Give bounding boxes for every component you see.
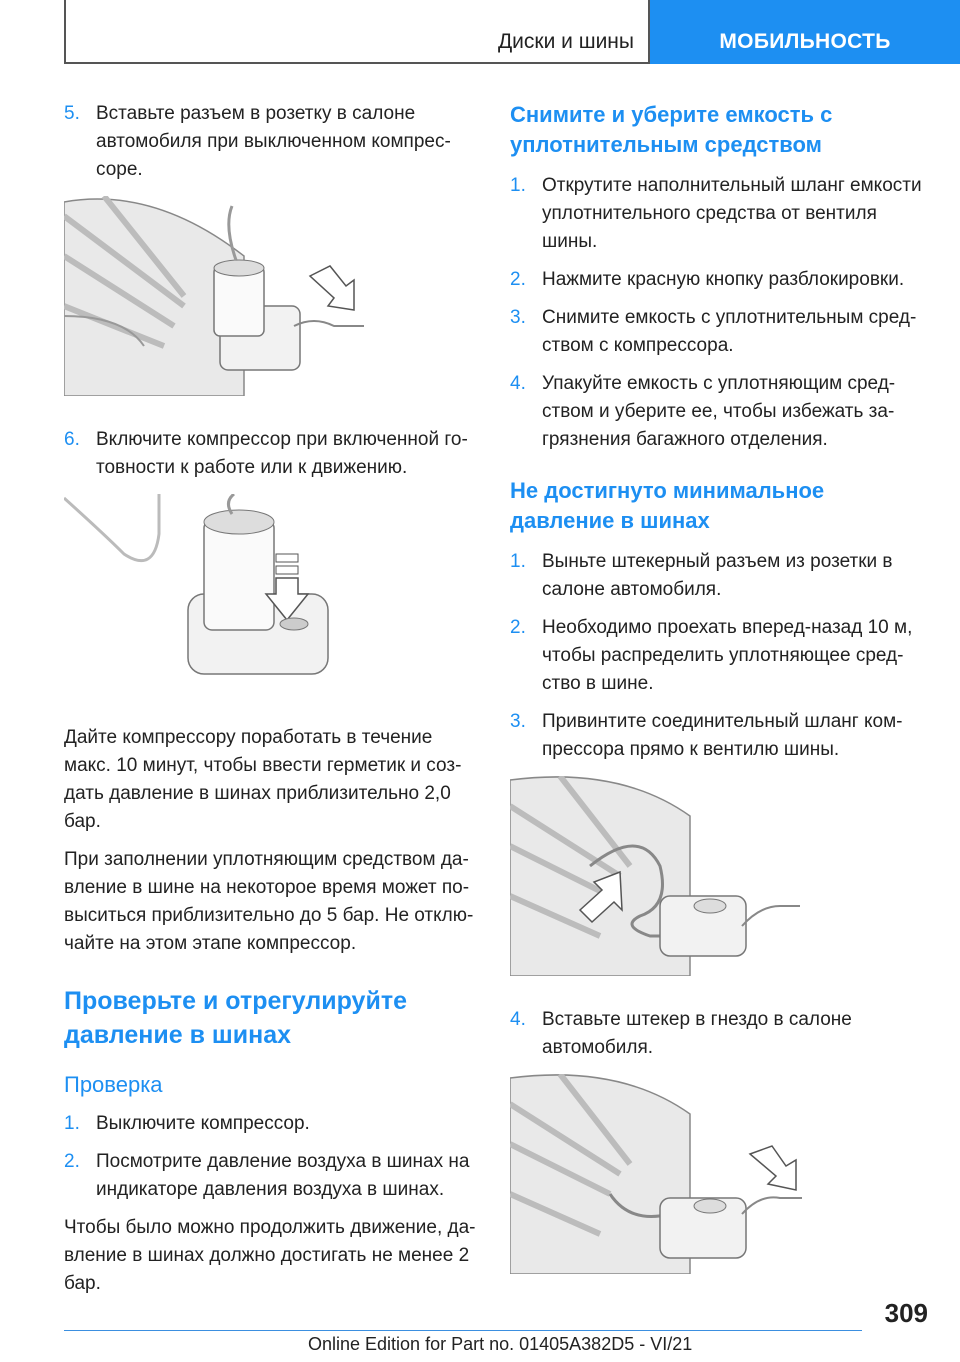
step-number: 4.: [510, 373, 526, 394]
heading-check-adjust: Проверьте и отрегулируйте давление в шинах: [64, 987, 407, 1049]
step-text: Выньте штекерный разъем из розетки в салоне автомобиля.: [542, 551, 893, 600]
page-number: 309: [884, 1298, 928, 1328]
step-number: 2.: [510, 269, 526, 290]
step-number: 2.: [510, 617, 526, 638]
step-text: Открутите наполнительный шланг емкости уплотнительного средства от вентиля шины.: [542, 175, 922, 252]
step-text: Вставьте разъем в розетку в салоне автомобиля при выключенном компрес-соре.: [96, 103, 451, 180]
step-text: Необходимо проехать вперед-назад 10 м, чтобы распределить уплотняющее сред-ство в шине.: [542, 617, 913, 694]
right-column: [510, 100, 926, 1304]
step-number: 1.: [510, 551, 526, 572]
paragraph-pressure-note: При заполнении уплотняющим средством да-вление в шине на некоторое время может по-выситься приблизительно до 5 бар. Не отклю-чайте на этом этапе компрессор.: [64, 849, 474, 954]
step-number: 3.: [510, 307, 526, 328]
paragraph-min-pressure: Чтобы было можно продолжить движение, да-вление в шинах должно достигать не менее 2 бар.: [64, 1217, 476, 1294]
min-step-4: [510, 1006, 926, 1062]
step-number: 5.: [64, 103, 80, 124]
step-text: Вставьте штекер в гнездо в салоне автомобиля.: [542, 1009, 852, 1058]
step-text: Упакуйте емкость с уплотняющим сред-ством и уберите ее, чтобы избежать за-грязнения багажного отделения.: [542, 373, 896, 450]
remove-step-4: [510, 370, 926, 454]
step-text: Нажмите красную кнопку разблокировки.: [542, 269, 905, 290]
step-text: Привинтите соединительный шланг ком-прессора прямо к вентилю шины.: [542, 711, 903, 760]
remove-step-3: [510, 304, 926, 360]
min-step-3: [510, 708, 926, 764]
footer-edition: Online Edition for Part no. 01405A382D5 - VI/21: [308, 1334, 693, 1354]
header-section-title: Диски и шины: [497, 30, 634, 53]
step-text: Посмотрите давление воздуха в шинах на индикаторе давления воздуха в шинах.: [96, 1151, 470, 1200]
step-number: 6.: [64, 429, 80, 450]
step-number: 4.: [510, 1009, 526, 1030]
figure-compressor-plugged: [64, 196, 364, 396]
check-step-2: [64, 1148, 480, 1204]
remove-step-1: [510, 172, 926, 256]
figure-hose-to-valve: [510, 776, 810, 976]
header-chapter-tab: МОБИЛЬНОСТЬ: [650, 0, 960, 64]
heading-min-pressure: Не достигнуто минимальное давление в шинах: [510, 478, 825, 533]
figure-plug-socket: [510, 1074, 810, 1274]
subheading-check: Проверка: [64, 1072, 163, 1097]
check-step-1: [64, 1110, 480, 1138]
min-step-2: [510, 614, 926, 698]
step-text: Включите компрессор при включенной го-товности к работе или к движению.: [96, 429, 468, 478]
step-number: 2.: [64, 1151, 80, 1172]
header-section-box: [64, 0, 650, 64]
step-number: 1.: [510, 175, 526, 196]
heading-remove-container: Снимите и уберите емкость с уплотнительным средством: [510, 102, 833, 157]
step-text: Выключите компрессор.: [96, 1113, 310, 1134]
figure-compressor-switch: [64, 494, 364, 694]
step-number: 1.: [64, 1113, 80, 1134]
step-text: Снимите емкость с уплотнительным сред-ством с компрессора.: [542, 307, 917, 356]
footer-divider: [64, 1330, 862, 1331]
remove-step-2: [510, 266, 926, 294]
step-5: [64, 100, 480, 184]
paragraph-run-compressor: Дайте компрессору поработать в течение макс. 10 минут, чтобы ввести герметик и соз-дать давление в шинах приблизительно 2,0 бар.: [64, 727, 462, 832]
step-number: 3.: [510, 711, 526, 732]
left-column: [64, 100, 480, 1308]
min-step-1: [510, 548, 926, 604]
step-6: [64, 426, 480, 482]
